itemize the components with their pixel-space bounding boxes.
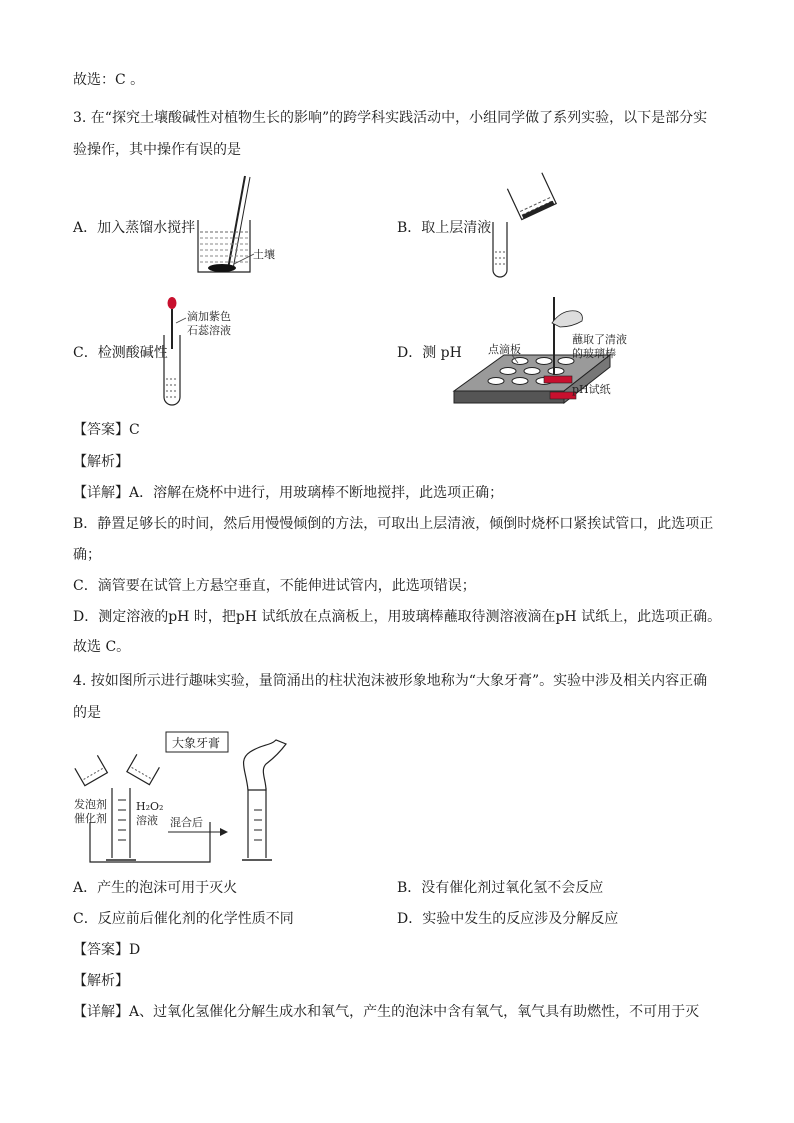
dropper-bulb xyxy=(168,297,177,309)
figure-dropper xyxy=(160,293,260,408)
detail-line: 故选 C。 xyxy=(73,639,131,655)
q4-option-d: D．实验中发生的反应涉及分解反应 xyxy=(397,911,619,927)
label-rod-2: 的玻璃棒 xyxy=(572,347,616,360)
q3-option-a: A．加入蒸馏水搅拌 xyxy=(73,220,196,236)
q3-option-c: C．检测酸碱性 xyxy=(73,345,168,361)
q4-option-c: C．反应前后催化剂的化学性质不同 xyxy=(73,911,294,927)
label-after-mix: 混合后 xyxy=(170,816,203,829)
label-spot-plate: 点滴板 xyxy=(488,343,521,356)
answer-4: 【答案】D xyxy=(73,942,141,958)
detail-line: 【详解】A．溶解在烧杯中进行，用玻璃棒不断地搅拌，此选项正确； xyxy=(73,485,504,501)
label-ph-paper: pH试纸 xyxy=(572,383,611,396)
question-3-stem: 3. 在“探究土壤酸碱性对植物生长的影响”的跨学科实践活动中，小组同学做了系列实验，以下是部分实 xyxy=(73,110,708,126)
q3-option-d: D．测 pH xyxy=(397,345,462,361)
label-rod-1: 蘸取了清液 xyxy=(572,333,627,346)
detail-line: 确； xyxy=(73,547,101,563)
question-3-stem-cont: 验操作，其中操作有误的是 xyxy=(73,142,241,158)
figure-spot-plate xyxy=(452,293,642,411)
figure-beaker-stirring xyxy=(190,172,290,277)
label-soil: 土壤 xyxy=(253,248,275,261)
detail-line: 【详解】A、过氧化氢催化分解生成水和氧气，产生的泡沫中含有氧气，氧气具有助燃性，不可用于灭 xyxy=(73,1004,700,1020)
arrow-icon xyxy=(220,828,228,836)
figure-pouring xyxy=(485,172,565,280)
figure-elephant-toothpaste xyxy=(70,730,290,870)
q4-option-a: A．产生的泡沫可用于灭火 xyxy=(73,880,238,896)
ph-paper-1 xyxy=(544,376,572,383)
text-line: 故选：C 。 xyxy=(73,72,145,88)
detail-line: B．静置足够长的时间，然后用慢慢倾倒的方法，可取出上层清液，倾倒时烧杯口紧挨试管口，此选项正 xyxy=(73,516,714,532)
question-4-stem: 4. 按如图所示进行趣味实验，量筒涌出的柱状泡沫被形象地称为“大象牙膏”。实验中涉及相关内容正确 xyxy=(73,673,708,689)
label-h2o2-2: 溶液 xyxy=(136,814,158,827)
label-litmus-2: 石蕊溶液 xyxy=(187,324,231,337)
hand-shape xyxy=(552,311,582,327)
label-toothpaste: 大象牙膏 xyxy=(172,736,221,750)
question-4-stem-cont: 的是 xyxy=(73,705,101,721)
detail-line: D．测定溶液的pH 时，把pH 试纸放在点滴板上，用玻璃棒蘸取待测溶液滴在pH 试纸上，此选项正确。 xyxy=(73,609,722,625)
label-litmus-1: 滴加紫色 xyxy=(187,310,231,323)
soil-shape xyxy=(208,264,236,272)
label-h2o2-1: H₂O₂ xyxy=(136,800,164,813)
label-foam-2: 催化剂 xyxy=(74,812,107,825)
q4-option-b: B．没有催化剂过氧化氢不会反应 xyxy=(397,880,604,896)
detail-line: C．滴管要在试管上方悬空垂直，不能伸进试管内，此选项错误； xyxy=(73,578,476,594)
answer-3: 【答案】C xyxy=(73,422,140,438)
label-foam-1: 发泡剂 xyxy=(74,798,107,811)
foam-shape xyxy=(244,740,286,790)
analysis-3-title: 【解析】 xyxy=(73,454,129,470)
analysis-4-title: 【解析】 xyxy=(73,973,129,989)
q3-option-b: B．取上层清液 xyxy=(397,220,492,236)
